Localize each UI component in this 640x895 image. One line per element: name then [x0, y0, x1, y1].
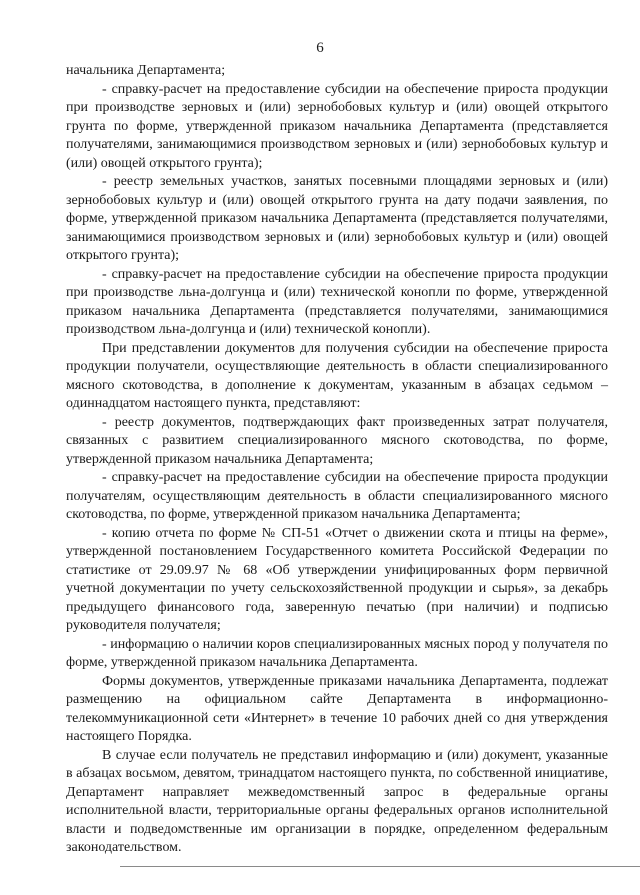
document-body [66, 62, 608, 858]
page-number: 6 [316, 40, 324, 56]
paragraph: - копию отчета по форме № СП-51 «Отчет о движении скота и птицы на ферме», утвержденной постановлением Государственного комитета Российской Федерации по статистике от 29.09.97 № 68 «Об утверждении унифицированных форм первичной учетной документации по учету сельскохозяйственной продукции и сырья», за декабрь предыдущего финансового года, заверенную печатью (при наличии) и подписью руководителя получателя; [66, 525, 608, 633]
paragraph: - реестр документов, подтверждающих факт произведенных затрат получателя, связанных с развитием специализированного мясного скотоводства, по форме, утвержденной приказом начальника Департамента; [66, 414, 608, 467]
paragraph: - справку-расчет на предоставление субсидии на обеспечение прироста продукции при производстве зерновых и (или) зернобобовых культур и (или) овощей открытого грунта по форме, утвержденной приказом начальника Департамента (представляется получателями, занимающимися производством зерновых и (или) зернобобовых культур и (или) овощей открытого грунта); [66, 81, 608, 171]
paragraph: Формы документов, утвержденные приказами начальника Департамента, подлежат размещению на официальном сайте Департамента в информационно-телекоммуникационной сети «Интернет» в течение 10 рабочих дней со дня утверждения настоящего Порядка. [66, 673, 608, 744]
paragraph: В случае если получатель не представил информацию и (или) документ, указанные в абзацах восьмом, девятом, тринадцатом настоящего пункта, по собственной инициативе, Департамент направляет межведомственный запрос в федеральные органы исполнительной власти, территориальные органы федеральных органов исполнительной власти и подведомственные им организации в порядке, определенном федеральным законодательством. [66, 747, 608, 855]
paragraph: При представлении документов для получения субсидии на обеспечение прироста продукции получатели, осуществляющие деятельность в области специализированного мясного скотоводства, в дополнение к документам, указанным в абзацах седьмом – одиннадцатом настоящего пункта, представляют: [66, 340, 608, 411]
paragraph: - информацию о наличии коров специализированных мясных пород у получателя по форме, утвержденной приказом начальника Департамента. [66, 636, 608, 670]
paragraph: - реестр земельных участков, занятых посевными площадями зерновых и (или) зернобобовых культур и (или) овощей открытого грунта на дату подачи заявления, по форме, утвержденной приказом начальника Департамента (представляется получателями, занимающимися производством зерновых и (или) зернобобовых культур и (или) овощей открытого грунта); [66, 174, 608, 263]
page-bottom-divider [120, 866, 640, 867]
paragraph: - справку-расчет на предоставление субсидии на обеспечение прироста продукции при производстве льна-долгунца и (или) технической конопли по форме, утвержденной приказом начальника Департамента (представляется получателями, занимающимися производством льна-долгунца и (или) технической конопли). [66, 266, 608, 337]
paragraph: - справку-расчет на предоставление субсидии на обеспечение прироста продукции получателям, осуществляющим деятельность в области специализированного мясного скотоводства, по форме, утвержденной приказом начальника Департамента; [66, 470, 608, 522]
paragraph: начальника Департамента; [66, 63, 226, 78]
